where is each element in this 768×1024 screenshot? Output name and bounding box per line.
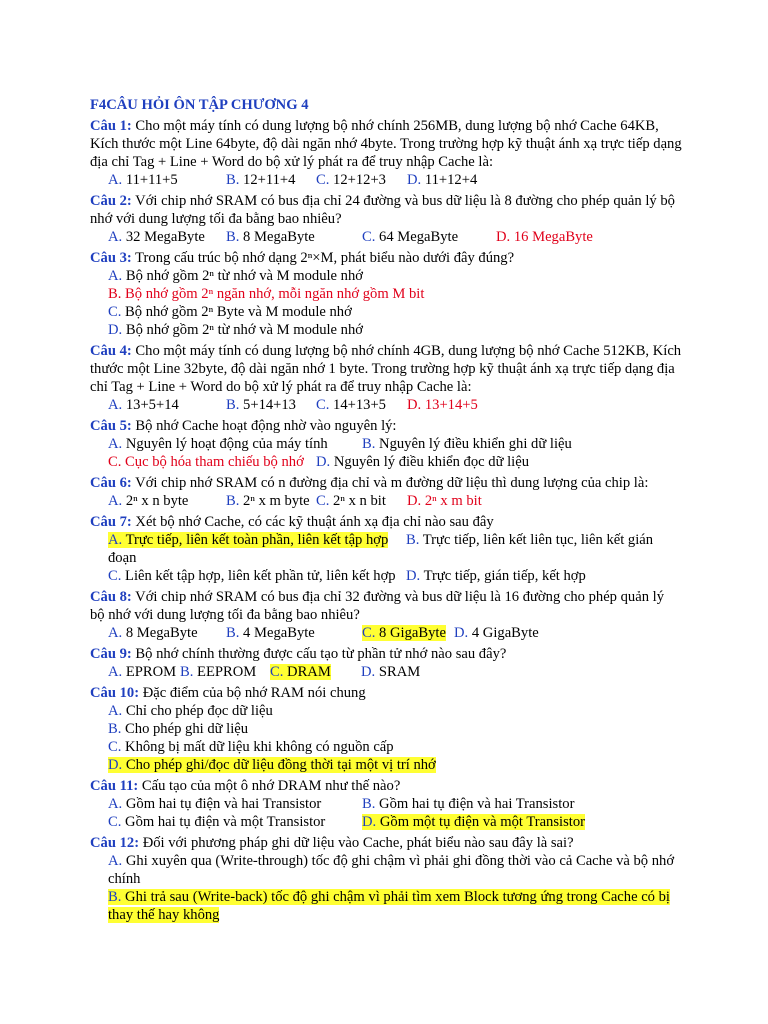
question-text: Xét bộ nhớ Cache, có các kỹ thuật ánh xạ địa chỉ nào sau đây xyxy=(131,514,494,530)
answer-row xyxy=(90,813,682,831)
option-text: Cho phép ghi dữ liệu xyxy=(121,721,249,737)
answer-row xyxy=(90,321,682,339)
option-letter: B. xyxy=(108,889,122,905)
option-letter: C. xyxy=(316,397,330,413)
answer-option-a[interactable] xyxy=(108,663,180,681)
question-1 xyxy=(90,117,682,189)
answer-row xyxy=(90,567,682,585)
answer-option-a[interactable] xyxy=(108,492,226,510)
question-stem xyxy=(90,417,682,435)
answer-option-c[interactable] xyxy=(108,738,394,756)
option-letter: D. xyxy=(407,493,422,509)
option-text: SRAM xyxy=(375,664,421,680)
answer-row xyxy=(90,795,682,813)
option-letter: B. xyxy=(108,721,122,737)
answer-option-b[interactable] xyxy=(362,435,572,453)
option-text: Trực tiếp, liên kết liên tục, liên kết gián đoạn xyxy=(108,532,654,566)
option-letter: C. xyxy=(362,229,376,245)
question-label: Câu 7: xyxy=(90,514,132,530)
answer-option-b[interactable] xyxy=(108,888,682,924)
option-letter: B. xyxy=(226,625,240,641)
answer-option-d[interactable] xyxy=(406,567,586,585)
answer-option-c[interactable] xyxy=(316,396,407,414)
option-text: 2ⁿ x m bit xyxy=(421,493,482,509)
option-letter: C. xyxy=(316,172,330,188)
answer-row xyxy=(90,285,682,303)
option-text: Bộ nhớ gồm 2ⁿ từ nhớ và M module nhớ xyxy=(122,268,363,284)
option-letter: D. xyxy=(316,454,331,470)
option-text: Không bị mất dữ liệu khi không có nguồn cấp xyxy=(121,739,394,755)
question-8 xyxy=(90,588,682,642)
option-letter: B. xyxy=(362,796,376,812)
question-text: Cho một máy tính có dung lượng bộ nhớ chính 4GB, dung lượng bộ nhớ Cache 512KB, Kích thước một Line 32byte, độ dài ngăn nhớ 1 byte. Trong trường hợp kỹ thuật ánh xạ trực tiếp dạng địa chỉ Tag + Line + Word do bộ xử lý phát ra để truy nhập Cache là: xyxy=(90,343,682,395)
option-letter: B. xyxy=(180,664,194,680)
answer-row xyxy=(90,531,682,567)
option-letter: A. xyxy=(108,172,123,188)
question-label: Câu 4: xyxy=(90,343,132,359)
answer-option-d[interactable] xyxy=(496,228,593,246)
answer-row xyxy=(90,738,682,756)
answer-option-c[interactable] xyxy=(108,567,406,585)
question-3 xyxy=(90,249,682,339)
answer-row xyxy=(90,435,682,453)
option-text: 12+11+4 xyxy=(239,172,296,188)
answer-option-a[interactable] xyxy=(108,435,362,453)
option-text: Bộ nhớ gồm 2ⁿ Byte và M module nhớ xyxy=(121,304,352,320)
option-text: Trực tiếp, liên kết toàn phần, liên kết tập hợp xyxy=(122,532,389,548)
option-letter: D. xyxy=(361,664,376,680)
option-letter: A. xyxy=(108,436,123,452)
answer-option-c[interactable] xyxy=(270,663,361,681)
option-text: 64 MegaByte xyxy=(375,229,459,245)
answer-option-a[interactable] xyxy=(108,852,682,888)
question-stem xyxy=(90,777,682,795)
option-text: Gồm hai tụ điện và hai Transistor xyxy=(122,796,322,812)
option-text: Gồm hai tụ điện và một Transistor xyxy=(121,814,326,830)
answer-row xyxy=(90,492,682,510)
answer-row xyxy=(90,303,682,321)
option-letter: B. xyxy=(226,493,240,509)
option-text: Cục bộ hóa tham chiếu bộ nhớ xyxy=(121,454,304,470)
option-text: 13+5+14 xyxy=(122,397,179,413)
document-title: F4CÂU HỎI ÔN TẬP CHƯƠNG 4 xyxy=(90,97,309,113)
question-label: Câu 5: xyxy=(90,418,132,434)
option-text: Nguyên lý điều khiển đọc dữ liệu xyxy=(330,454,530,470)
question-stem xyxy=(90,684,682,702)
option-text: Gồm hai tụ điện và hai Transistor xyxy=(375,796,575,812)
question-label: Câu 11: xyxy=(90,778,139,794)
question-4 xyxy=(90,342,682,414)
option-text: 2ⁿ x n bit xyxy=(329,493,386,509)
answer-row xyxy=(90,453,682,471)
option-text: Chỉ cho phép đọc dữ liệu xyxy=(122,703,273,719)
question-label: Câu 12: xyxy=(90,835,140,851)
option-letter: D. xyxy=(407,397,422,413)
question-text: Đặc điểm của bộ nhớ RAM nói chung xyxy=(139,685,366,701)
answer-option-a[interactable] xyxy=(108,795,362,813)
answer-option-b[interactable] xyxy=(226,228,362,246)
answer-option-a[interactable] xyxy=(108,702,273,720)
question-label: Câu 3: xyxy=(90,250,132,266)
answer-option-d[interactable] xyxy=(108,756,436,774)
answer-option-d[interactable] xyxy=(108,321,363,339)
question-5 xyxy=(90,417,682,471)
answer-option-a[interactable] xyxy=(108,228,226,246)
option-letter: D. xyxy=(496,229,511,245)
answer-option-b[interactable] xyxy=(180,663,270,681)
option-text: Ghi trả sau (Write-back) tốc độ ghi chậm vì phải tìm xem Block tương ứng trong Cache có bị thay thế hay không xyxy=(108,889,670,923)
answer-option-b[interactable] xyxy=(226,396,316,414)
option-letter: D. xyxy=(454,625,469,641)
option-letter: A. xyxy=(108,853,123,869)
option-letter: C. xyxy=(108,304,122,320)
question-text: Với chip nhớ SRAM có bus địa chỉ 24 đường và bus dữ liệu là 8 đường cho phép quản lý bộ nhớ với dung lượng tối đa bằng bao nhiêu? xyxy=(90,193,675,227)
option-letter: B. xyxy=(226,397,240,413)
question-label: Câu 8: xyxy=(90,589,132,605)
answer-row xyxy=(90,267,682,285)
question-text: Với chip nhớ SRAM có n đường địa chỉ và m đường dữ liệu thì dung lượng của chip là: xyxy=(131,475,649,491)
answer-option-b[interactable] xyxy=(108,720,248,738)
answer-row xyxy=(90,624,682,642)
answer-row xyxy=(90,228,682,246)
option-letter: C. xyxy=(362,625,376,641)
answer-option-d[interactable] xyxy=(407,396,478,414)
option-text: 11+11+5 xyxy=(122,172,178,188)
question-stem xyxy=(90,342,682,396)
answer-option-a[interactable] xyxy=(108,396,226,414)
answer-row xyxy=(90,720,682,738)
question-text: Bộ nhớ chính thường được cấu tạo từ phần tử nhớ nào sau đây? xyxy=(131,646,507,662)
option-text: 32 MegaByte xyxy=(122,229,205,245)
option-text: Nguyên lý điều khiển ghi dữ liệu xyxy=(375,436,572,452)
question-text: Bộ nhớ Cache hoạt động nhờ vào nguyên lý: xyxy=(131,418,397,434)
question-list xyxy=(90,117,682,924)
option-letter: C. xyxy=(316,493,330,509)
option-text: Liên kết tập hợp, liên kết phần tử, liên kết hợp xyxy=(121,568,396,584)
option-text: Bộ nhớ gồm 2ⁿ từ nhớ và M module nhớ xyxy=(122,322,363,338)
answer-row xyxy=(90,888,682,924)
question-text: Với chip nhớ SRAM có bus địa chỉ 32 đường và bus dữ liệu là 16 đường cho phép quản lý bộ nhớ với dung lượng tối đa bằng bao nhiêu? xyxy=(90,589,664,623)
question-9 xyxy=(90,645,682,681)
option-letter: D. xyxy=(108,757,123,773)
answer-option-c[interactable] xyxy=(108,303,352,321)
question-6 xyxy=(90,474,682,510)
option-letter: B. xyxy=(406,532,420,548)
option-letter: A. xyxy=(108,397,123,413)
option-text: 14+13+5 xyxy=(329,397,386,413)
option-letter: C. xyxy=(108,814,122,830)
question-label: Câu 1: xyxy=(90,118,132,134)
answer-option-c[interactable] xyxy=(362,624,454,642)
question-stem xyxy=(90,117,682,171)
option-text: 4 MegaByte xyxy=(239,625,315,641)
option-text: Trực tiếp, gián tiếp, kết hợp xyxy=(420,568,586,584)
answer-option-b[interactable] xyxy=(226,624,362,642)
option-text: 11+12+4 xyxy=(421,172,478,188)
answer-option-d[interactable] xyxy=(407,171,477,189)
option-letter: D. xyxy=(108,322,123,338)
option-text: Gồm một tụ điện và một Transistor xyxy=(376,814,585,830)
question-label: Câu 6: xyxy=(90,475,132,491)
option-text: Bộ nhớ gồm 2ⁿ ngăn nhớ, mỗi ngăn nhớ gồm M bit xyxy=(121,286,425,302)
option-letter: B. xyxy=(226,229,240,245)
option-letter: C. xyxy=(108,739,122,755)
answer-option-d[interactable] xyxy=(362,813,585,831)
option-text: 13+14+5 xyxy=(421,397,478,413)
question-stem xyxy=(90,513,682,531)
option-letter: C. xyxy=(108,568,122,584)
question-2 xyxy=(90,192,682,246)
answer-option-a[interactable] xyxy=(108,624,226,642)
option-text: Cho phép ghi/đọc dữ liệu đồng thời tại một vị trí nhớ xyxy=(122,757,436,773)
option-letter: B. xyxy=(362,436,376,452)
answer-option-a[interactable] xyxy=(108,171,226,189)
option-letter: D. xyxy=(406,568,421,584)
answer-option-c[interactable] xyxy=(316,171,407,189)
option-letter: A. xyxy=(108,493,123,509)
answer-option-b[interactable] xyxy=(226,171,316,189)
question-stem xyxy=(90,474,682,492)
answer-option-c[interactable] xyxy=(108,453,316,471)
option-letter: A. xyxy=(108,703,123,719)
option-letter: A. xyxy=(108,268,123,284)
question-text: Trong cấu trúc bộ nhớ dạng 2ⁿ×M, phát biểu nào dưới đây đúng? xyxy=(131,250,515,266)
option-text: 4 GigaByte xyxy=(468,625,539,641)
option-text: 8 MegaByte xyxy=(239,229,315,245)
question-stem xyxy=(90,192,682,228)
option-text: Nguyên lý hoạt động của máy tính xyxy=(122,436,328,452)
answer-row xyxy=(90,702,682,720)
option-letter: A. xyxy=(108,229,123,245)
option-letter: B. xyxy=(226,172,240,188)
question-7 xyxy=(90,513,682,585)
answer-option-c[interactable] xyxy=(362,228,496,246)
option-text: 5+14+13 xyxy=(239,397,296,413)
answer-row xyxy=(90,171,682,189)
question-text: Cho một máy tính có dung lượng bộ nhớ chính 256MB, dung lượng bộ nhớ Cache 64KB, Kích thước một Line 64byte, độ dài ngăn nhớ 4byte. Trong trường hợp kỹ thuật ánh xạ trực tiếp dạng địa chỉ Tag + Line + Word do bộ xử lý phát ra để truy nhập Cache là: xyxy=(90,118,682,170)
question-stem xyxy=(90,588,682,624)
option-text: 2ⁿ x n byte xyxy=(122,493,189,509)
answer-option-d[interactable] xyxy=(361,663,420,681)
answer-option-d[interactable] xyxy=(407,492,482,510)
option-letter: A. xyxy=(108,796,123,812)
question-stem xyxy=(90,645,682,663)
question-11 xyxy=(90,777,682,831)
option-text: EPROM xyxy=(122,664,177,680)
option-text: 12+12+3 xyxy=(329,172,386,188)
question-label: Câu 10: xyxy=(90,685,140,701)
option-letter: D. xyxy=(362,814,377,830)
question-12 xyxy=(90,834,682,924)
option-text: 2ⁿ x m byte xyxy=(239,493,310,509)
answer-option-d[interactable] xyxy=(316,453,529,471)
answer-option-d[interactable] xyxy=(454,624,539,642)
answer-option-a[interactable] xyxy=(108,267,363,285)
option-letter: D. xyxy=(407,172,422,188)
answer-option-c[interactable] xyxy=(316,492,407,510)
option-text: Ghi xuyên qua (Write-through) tốc độ ghi chậm vì phải ghi đồng thời vào cả Cache và bộ nhớ chính xyxy=(108,853,675,887)
option-letter: C. xyxy=(108,454,122,470)
option-text: 8 GigaByte xyxy=(375,625,446,641)
option-letter: B. xyxy=(108,286,122,302)
question-label: Câu 9: xyxy=(90,646,132,662)
question-text: Đối với phương pháp ghi dữ liệu vào Cache, phát biểu nào sau đây là sai? xyxy=(139,835,574,851)
answer-row xyxy=(90,852,682,888)
option-text: EEPROM xyxy=(193,664,257,680)
answer-row xyxy=(90,756,682,774)
answer-row xyxy=(90,396,682,414)
answer-row xyxy=(90,663,682,681)
option-letter: A. xyxy=(108,664,123,680)
option-text: DRAM xyxy=(283,664,331,680)
answer-option-b[interactable] xyxy=(362,795,574,813)
answer-option-b[interactable] xyxy=(108,285,424,303)
question-stem xyxy=(90,834,682,852)
question-stem xyxy=(90,249,682,267)
option-letter: A. xyxy=(108,532,123,548)
document-page xyxy=(90,96,682,924)
option-letter: A. xyxy=(108,625,123,641)
answer-option-c[interactable] xyxy=(108,813,362,831)
option-text: 16 MegaByte xyxy=(510,229,593,245)
answer-option-a[interactable] xyxy=(108,531,406,549)
question-10 xyxy=(90,684,682,774)
option-text: 8 MegaByte xyxy=(122,625,198,641)
option-letter: C. xyxy=(270,664,284,680)
question-text: Cấu tạo của một ô nhớ DRAM như thế nào? xyxy=(138,778,401,794)
question-label: Câu 2: xyxy=(90,193,132,209)
answer-option-b[interactable] xyxy=(226,492,316,510)
